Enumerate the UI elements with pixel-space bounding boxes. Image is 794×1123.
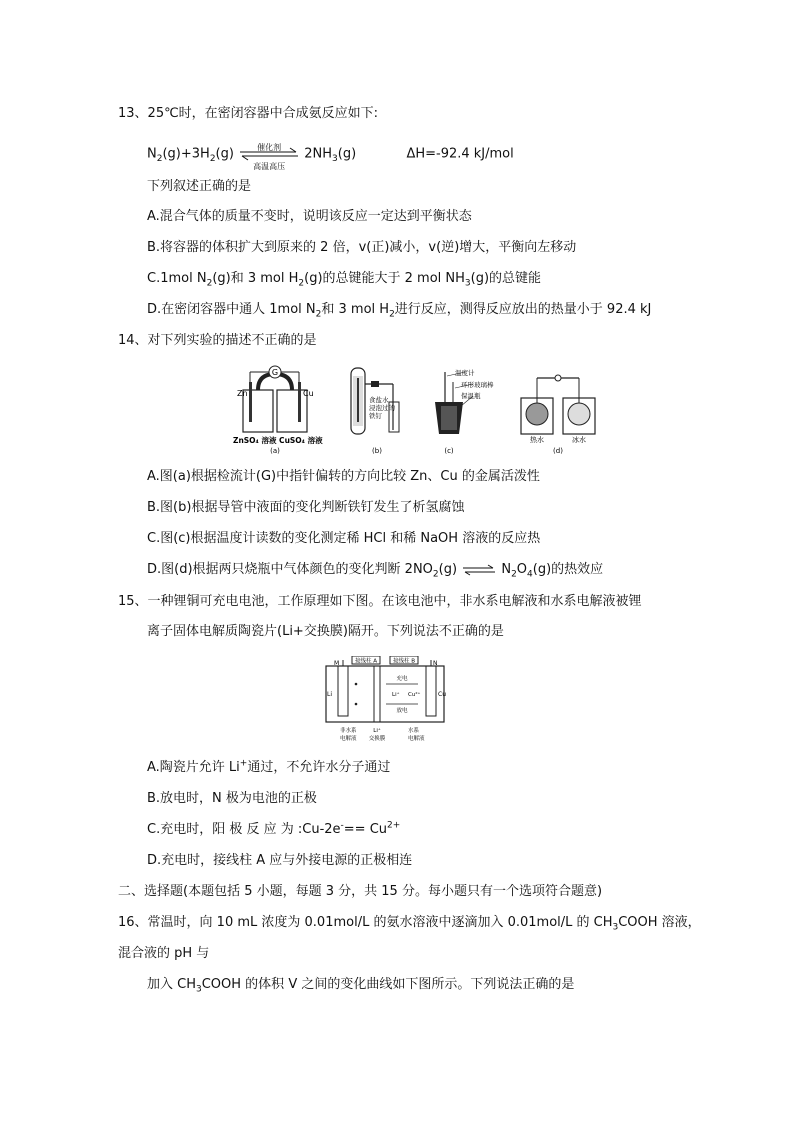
discharge-label: 放电	[396, 708, 408, 714]
svg-text:非水系: 非水系	[340, 728, 357, 734]
zn-label: Zn	[237, 389, 248, 398]
q15-stem-line2: 离子固体电解质陶瓷片(Li+交换膜)隔开。下列说法不正确的是	[147, 624, 504, 639]
figure-c-calorimeter	[435, 368, 494, 454]
q13-equation: $N_2(g)+3H_2(g)$ 催化剂 高温高压 $2NH_3(g)$ ΔH=-92.4 kJ/mol	[147, 143, 514, 171]
q15-option-c: C.充电时，阳 极 反 应 为 :Cu-2e-== $Cu^{2+}$	[147, 820, 401, 837]
figure-d-label: (d)	[553, 447, 563, 454]
q15-battery-figure	[322, 656, 448, 746]
post-a-label: 接线柱 A	[354, 658, 378, 665]
m-electrode-label: M	[334, 660, 340, 667]
svg-text:温度计: 温度计	[455, 369, 475, 377]
n-electrode-label: N	[433, 660, 438, 667]
reversible-arrow-icon: 催化剂 高温高压	[238, 144, 300, 164]
svg-text:Li⁺: Li⁺	[373, 728, 381, 734]
li-electrode-label: Li	[327, 691, 333, 698]
solutions-label: ZnSO₄ 溶液 CuSO₄ 溶液	[233, 436, 323, 445]
figure-c-label: (c)	[444, 447, 454, 454]
q13-stem: 13、25℃时，在密闭容器中合成氨反应如下:	[118, 106, 379, 121]
q14-option-c: C.图(c)根据温度计读数的变化测定稀 HCl 和稀 NaOH 溶液的反应热	[147, 531, 541, 546]
hot-water-label: 热水	[530, 436, 544, 444]
equilibrium-arrow-icon	[461, 564, 497, 576]
svg-text:食盐水: 食盐水	[369, 396, 389, 404]
svg-text:浸泡过的: 浸泡过的	[369, 404, 395, 412]
q14-option-d: D.图(d)根据两只烧瓶中气体颜色的变化判断 $2NO_2(g)$ $N_2O_4(g)$的热效应	[147, 562, 604, 580]
cu-electrode-label: Cu	[438, 691, 446, 698]
galvanometer-label: G	[271, 368, 279, 377]
post-b-label: 接线柱 B	[392, 658, 416, 665]
q14-option-a: A.图(a)根据检流计(G)中指针偏转的方向比较 Zn、Cu 的金属活泼性	[147, 469, 540, 484]
q14-stem: 14、对下列实验的描述不正确的是	[118, 333, 317, 348]
figure-d-flasks	[521, 375, 595, 454]
svg-text:环形玻璃棒: 环形玻璃棒	[461, 381, 494, 389]
q14-option-b: B.图(b)根据导管中液面的变化判断铁钉发生了析氢腐蚀	[147, 500, 465, 515]
q13-ask: 下列叙述正确的是	[147, 179, 252, 194]
cu-label: Cu	[303, 389, 314, 398]
q13-option-a: A.混合气体的质量不变时，说明该反应一定达到平衡状态	[147, 209, 472, 224]
q14-figure	[233, 362, 598, 454]
q16-line2: 混合液的 pH 与	[118, 946, 210, 961]
svg-text:电解液: 电解液	[408, 736, 425, 742]
q16-line3: 加入 $CH_3COOH$ 的体积 V 之间的变化曲线如下图所示。下列说法正确的是	[147, 977, 575, 995]
svg-text:水系: 水系	[408, 728, 420, 734]
svg-text:交换膜: 交换膜	[368, 736, 386, 742]
figure-a-label: (a)	[270, 447, 280, 454]
q15-option-b: B.放电时，N 极为电池的正极	[147, 791, 317, 806]
ice-water-label: 冰水	[572, 436, 586, 444]
figure-b-label: (b)	[372, 447, 382, 454]
q13-option-d: D.在密闭容器中通人 1mol $N_2$和 3 mol $H_2$进行反应，测得反应放出的热量小于 92.4 kJ	[147, 302, 652, 320]
svg-text:电解液: 电解液	[340, 736, 357, 742]
q13-option-c: C.1mol $N_2(g)$和 3 mol $H_2(g)$的总键能大于 2 mol $NH_3(g)$的总键能	[147, 271, 542, 289]
svg-text:Li⁺: Li⁺	[392, 692, 400, 698]
svg-text:保温瓶: 保温瓶	[461, 392, 481, 400]
figure-a-galvanic-cell	[233, 366, 323, 454]
svg-text:铁钉: 铁钉	[369, 412, 382, 420]
q15-stem-line1: 15、一种锂铜可充电电池，工作原理如下图。在该电池中，非水系电解液和水系电解液被锂	[118, 594, 642, 609]
figure-b-corrosion	[351, 368, 399, 454]
section-2-heading: 二、选择题(本题包括 5 小题，每题 3 分，共 15 分。每小题只有一个选项符合题意)	[118, 884, 603, 899]
svg-text:Cu²⁺: Cu²⁺	[408, 692, 421, 698]
q16-line1: 16、常温时，向 10 mL 浓度为 0.01mol/L 的氨水溶液中逐滴加入 0.01mol/L 的 $CH_3COOH$ 溶液，	[118, 915, 701, 933]
q15-option-a: A.陶瓷片允许 Li+通过，不允许水分子通过	[147, 758, 391, 775]
charge-label: 充电	[396, 676, 408, 682]
q15-option-d: D.充电时，接线柱 A 应与外接电源的正极相连	[147, 853, 413, 868]
q13-option-b: B.将容器的体积扩大到原来的 2 倍，v(正)减小，v(逆)增大，平衡向左移动	[147, 240, 577, 255]
